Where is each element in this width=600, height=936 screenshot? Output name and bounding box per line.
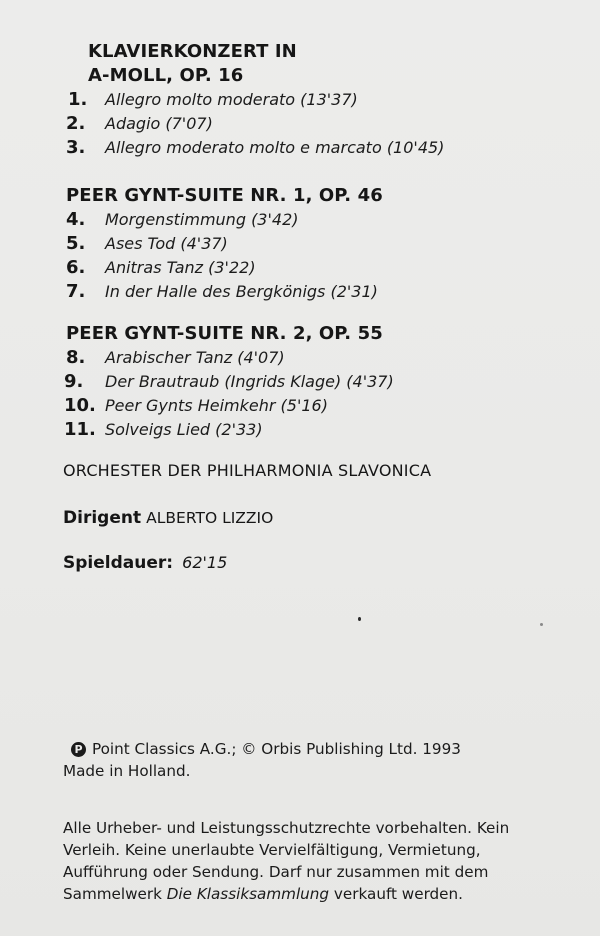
track-item	[0, 88, 600, 112]
track-title: Peer Gynts Heimkehr (5'16)	[105, 396, 328, 415]
track-item	[0, 280, 600, 304]
track-title: Ases Tod (4'37)	[105, 234, 228, 253]
section-peer-gynt-suite-1	[0, 184, 600, 304]
track-item	[0, 346, 600, 370]
track-number: 8.	[66, 347, 86, 368]
rights-notice	[63, 817, 509, 905]
track-item	[0, 136, 600, 160]
copyright-block	[63, 738, 461, 782]
rights-line	[63, 883, 509, 905]
phonogram-icon: P	[71, 742, 86, 757]
duration-value: 62'15	[182, 553, 228, 572]
print-speck	[358, 617, 361, 621]
section-klavierkonzert	[0, 40, 600, 160]
track-number: 9.	[64, 371, 84, 392]
track-number: 3.	[66, 137, 86, 158]
collection-title: Die Klassiksammlung	[166, 885, 330, 903]
track-title: In der Halle des Bergkönigs (2'31)	[105, 282, 378, 301]
track-item	[0, 394, 600, 418]
section-peer-gynt-suite-2	[0, 322, 600, 442]
track-item	[0, 112, 600, 136]
section-heading-line: PEER GYNT-SUITE NR. 2, OP. 55	[66, 323, 383, 344]
track-title: Allegro moderato molto e marcato (10'45)	[105, 138, 445, 157]
track-title: Anitras Tanz (3'22)	[105, 258, 256, 277]
section-heading-line: A-MOLL, OP. 16	[88, 65, 244, 86]
track-item	[0, 208, 600, 232]
track-number: 5.	[66, 233, 86, 254]
track-item	[0, 232, 600, 256]
track-number: 10.	[64, 395, 96, 416]
track-title: Allegro molto moderato (13'37)	[105, 90, 358, 109]
print-speck	[540, 623, 543, 626]
rights-line: Alle Urheber- und Leistungsschutzrechte vorbehalten. Kein	[63, 819, 510, 837]
track-number: 1.	[68, 89, 88, 110]
track-item	[0, 418, 600, 442]
rights-line: Aufführung oder Sendung. Darf nur zusammen mit dem	[63, 863, 489, 881]
track-item	[0, 256, 600, 280]
section-heading-line: KLAVIERKONZERT IN	[88, 41, 297, 62]
section-heading-line: PEER GYNT-SUITE NR. 1, OP. 46	[66, 185, 383, 206]
track-number: 7.	[66, 281, 86, 302]
track-number: 2.	[66, 113, 86, 134]
conductor-name: ALBERTO LIZZIO	[146, 509, 274, 527]
track-title: Der Brautraub (Ingrids Klage) (4'37)	[105, 372, 394, 391]
made-in-line: Made in Holland.	[63, 762, 191, 780]
orchestra-name: ORCHESTER DER PHILHARMONIA SLAVONICA	[63, 461, 432, 480]
track-title: Arabischer Tanz (4'07)	[105, 348, 285, 367]
duration-line	[63, 553, 227, 573]
rights-text: Sammelwerk	[63, 885, 167, 903]
track-title: Adagio (7'07)	[105, 114, 213, 133]
rights-line: Verleih. Keine unerlaubte Vervielfältigung, Vermietung,	[63, 841, 481, 859]
track-number: 6.	[66, 257, 86, 278]
track-item	[0, 370, 600, 394]
track-title: Morgenstimmung (3'42)	[105, 210, 299, 229]
copyright-line	[63, 738, 461, 760]
track-number: 11.	[64, 419, 96, 440]
conductor-line	[63, 508, 273, 528]
duration-label: Spieldauer:	[63, 553, 174, 573]
copyright-text: Point Classics A.G.; © Orbis Publishing Ltd. 1993	[92, 740, 461, 758]
track-title: Solveigs Lied (2'33)	[105, 420, 263, 439]
conductor-label: Dirigent	[63, 508, 142, 528]
track-number: 4.	[66, 209, 86, 230]
rights-text: verkauft werden.	[329, 885, 463, 903]
